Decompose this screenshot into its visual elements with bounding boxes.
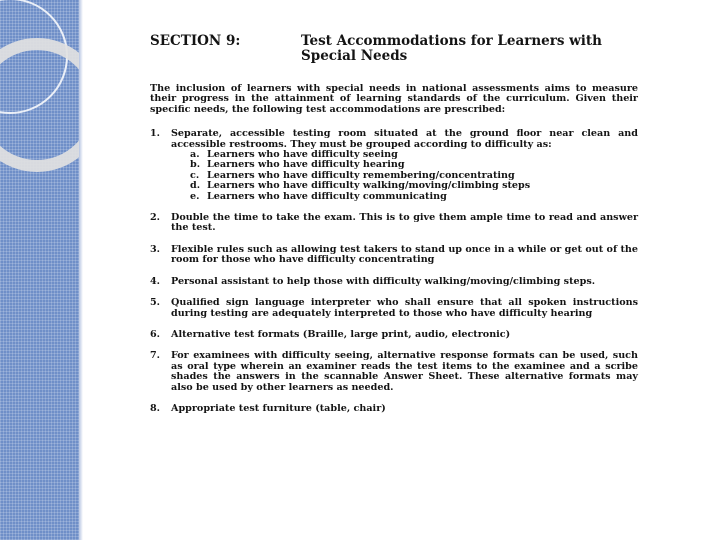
list-item [150, 277, 638, 287]
item-text: Alternative test formats (Braille, large print, audio, electronic) [171, 328, 511, 340]
item-text: Separate, accessible testing room situated at the ground floor near clean and accessible restrooms. They must be grouped according to difficulty as: [171, 128, 638, 150]
item-number: 3. [150, 243, 161, 255]
decorative-side-band [0, 0, 79, 540]
document-page [150, 34, 638, 425]
sub-item-text: Learners who have difficulty seeing [207, 149, 398, 161]
item-number: 7. [150, 350, 161, 362]
list-item [150, 245, 638, 266]
item-number: 4. [150, 275, 161, 287]
list-item [150, 330, 638, 340]
sub-item-text: Learners who have difficulty communicating [207, 190, 447, 202]
sub-item-letter: a. [190, 149, 200, 161]
sub-item-letter: c. [190, 169, 200, 181]
list-item [150, 213, 638, 234]
list-item [150, 404, 638, 414]
decorative-ring-inner [0, 38, 79, 172]
list-item [150, 351, 638, 393]
item-number: 2. [150, 212, 161, 224]
item-text: For examinees with difficulty seeing, alternative response formats can be used, such as oral type wherein an examiner reads the test items to the examinee and a scribe shades the answers in the scannable Answer Sheet. These alternative formats may also be used by other learners as needed. [171, 350, 638, 393]
sub-item-text: Learners who have difficulty hearing [207, 159, 405, 171]
section-heading [150, 34, 638, 64]
sub-item [171, 192, 638, 202]
list-item [150, 298, 638, 319]
item-text: Qualified sign language interpreter who shall ensure that all spoken instructions during testing are adequately interpreted to those who have difficulty hearing [171, 297, 638, 319]
section-label: SECTION 9: [150, 33, 241, 49]
item-text: Flexible rules such as allowing test takers to stand up once in a while or get out of the room for those who have difficulty concentrating [171, 243, 638, 266]
band-edge-divider [79, 0, 83, 540]
item-number: 6. [150, 328, 161, 340]
item-text: Personal assistant to help those with difficulty walking/moving/climbing steps. [171, 275, 596, 287]
sub-item-letter: b. [190, 159, 201, 171]
sub-item-text: Learners who have difficulty remembering/concentrating [207, 169, 515, 181]
intro-paragraph: The inclusion of learners with special needs in national assessments aims to measure their progress in the attainment of learning standards of the curriculum. Given their specific needs, the following test accommodations are prescribed: [150, 83, 638, 115]
section-title: Test Accommodations for Learners with Special Needs [301, 33, 602, 64]
sub-item-letter: d. [190, 180, 201, 192]
sub-item-text: Learners who have difficulty walking/moving/climbing steps [207, 180, 531, 192]
list-item [150, 129, 638, 202]
item-number: 8. [150, 402, 161, 414]
item-text: Double the time to take the exam. This is to give them ample time to read and answer the test. [171, 212, 638, 234]
item-text: Appropriate test furniture (table, chair) [171, 402, 386, 414]
item-number: 1. [150, 128, 161, 140]
item-number: 5. [150, 297, 161, 309]
sub-item-letter: e. [190, 190, 200, 202]
